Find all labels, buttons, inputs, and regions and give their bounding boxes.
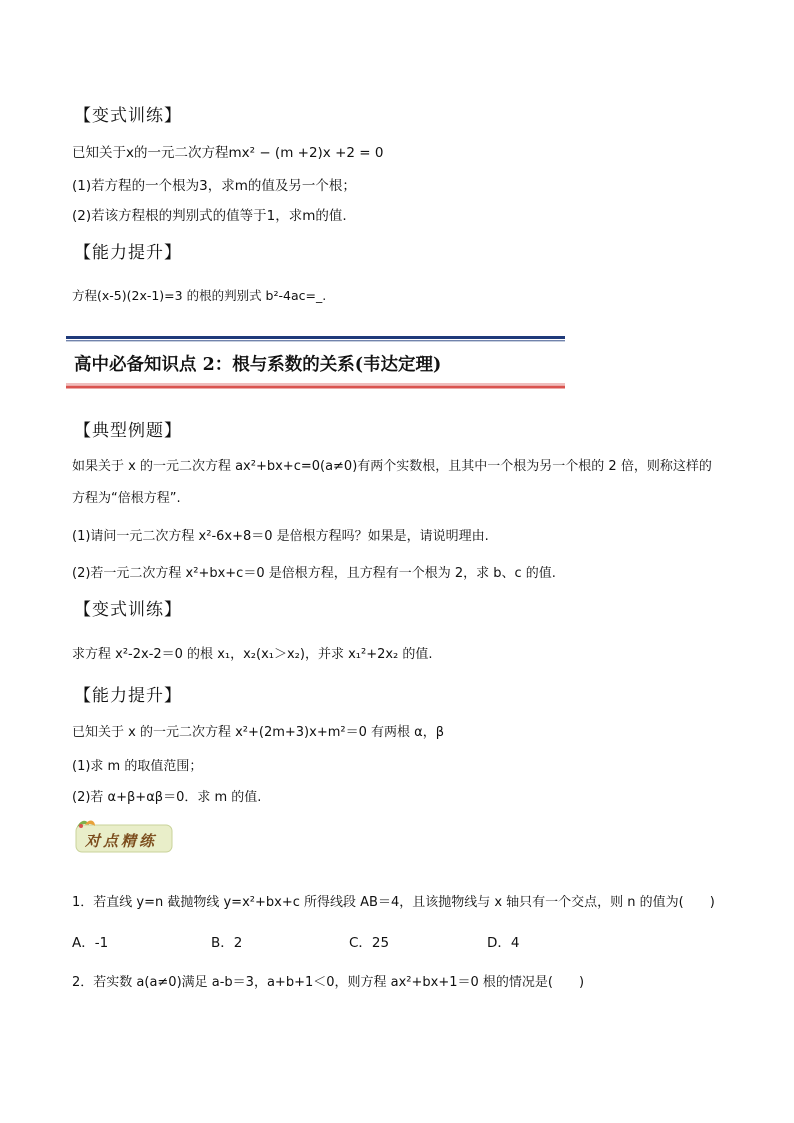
heading-variant-training-1: 【变式训练】: [74, 106, 182, 126]
choice-b: B．2: [211, 935, 243, 951]
heading-typical-example: 【典型例题】: [74, 421, 182, 441]
problem-intro: 已知关于x的一元二次方程mx² − (m +2)x +2 = 0: [72, 145, 384, 161]
variant-problem: 求方程 x²-2x-2＝0 的根 x₁，x₂(x₁＞x₂)，并求 x₁²+2x₂ 的值.: [72, 647, 433, 662]
ability-problem-1: 方程(x-5)(2x-1)=3 的根的判别式 b²-4ac=_.: [72, 288, 327, 303]
problem-part-1: (1)若方程的一个根为3，求m的值及另一个根；: [72, 178, 356, 194]
example-part-1: (1)请问一元二次方程 x²-6x+8＝0 是倍根方程吗？如果是，请说明理由.: [72, 529, 489, 544]
example-line-2: 方程为“倍根方程”.: [72, 491, 181, 506]
practice-question-2: 2．若实数 a(a≠0)满足 a-b＝3，a+b+1＜0，则方程 ax²+bx+1＝0 根的情况是( ): [72, 975, 585, 990]
badge-label: 对点精练: [85, 832, 158, 850]
ability-part-2: (2)若 α+β+αβ＝0．求 m 的值.: [72, 790, 262, 805]
choice-a: A．-1: [72, 935, 109, 951]
heading-ability-2: 【能力提升】: [74, 686, 182, 706]
practice-badge: [73, 819, 174, 853]
example-line-1: 如果关于 x 的一元二次方程 ax²+bx+c=0(a≠0)有两个实数根，且其中一个根为另一个根的 2 倍，则称这样的: [72, 459, 712, 474]
choice-d: D．4: [487, 935, 520, 951]
ability-line-1: 已知关于 x 的一元二次方程 x²+(2m+3)x+m²＝0 有两根 α，β: [72, 725, 444, 740]
problem-part-2: (2)若该方程根的判别式的值等于1，求m的值.: [72, 208, 347, 224]
heading-ability-1: 【能力提升】: [74, 243, 182, 263]
section-title: 高中必备知识点 2：根与系数的关系(韦达定理): [74, 355, 442, 375]
example-part-2: (2)若一元二次方程 x²+bx+c＝0 是倍根方程，且方程有一个根为 2，求 b、c 的值.: [72, 566, 556, 581]
ability-part-1: (1)求 m 的取值范围；: [72, 759, 203, 774]
choice-c: C．25: [349, 935, 390, 951]
title-rule-top: [66, 336, 565, 342]
practice-question-1: 1．若直线 y=n 截抛物线 y=x²+bx+c 所得线段 AB＝4，且该抛物线与 x 轴只有一个交点，则 n 的值为( ): [72, 895, 715, 910]
heading-variant-training-2: 【变式训练】: [74, 600, 182, 620]
title-rule-bottom: [66, 383, 565, 389]
